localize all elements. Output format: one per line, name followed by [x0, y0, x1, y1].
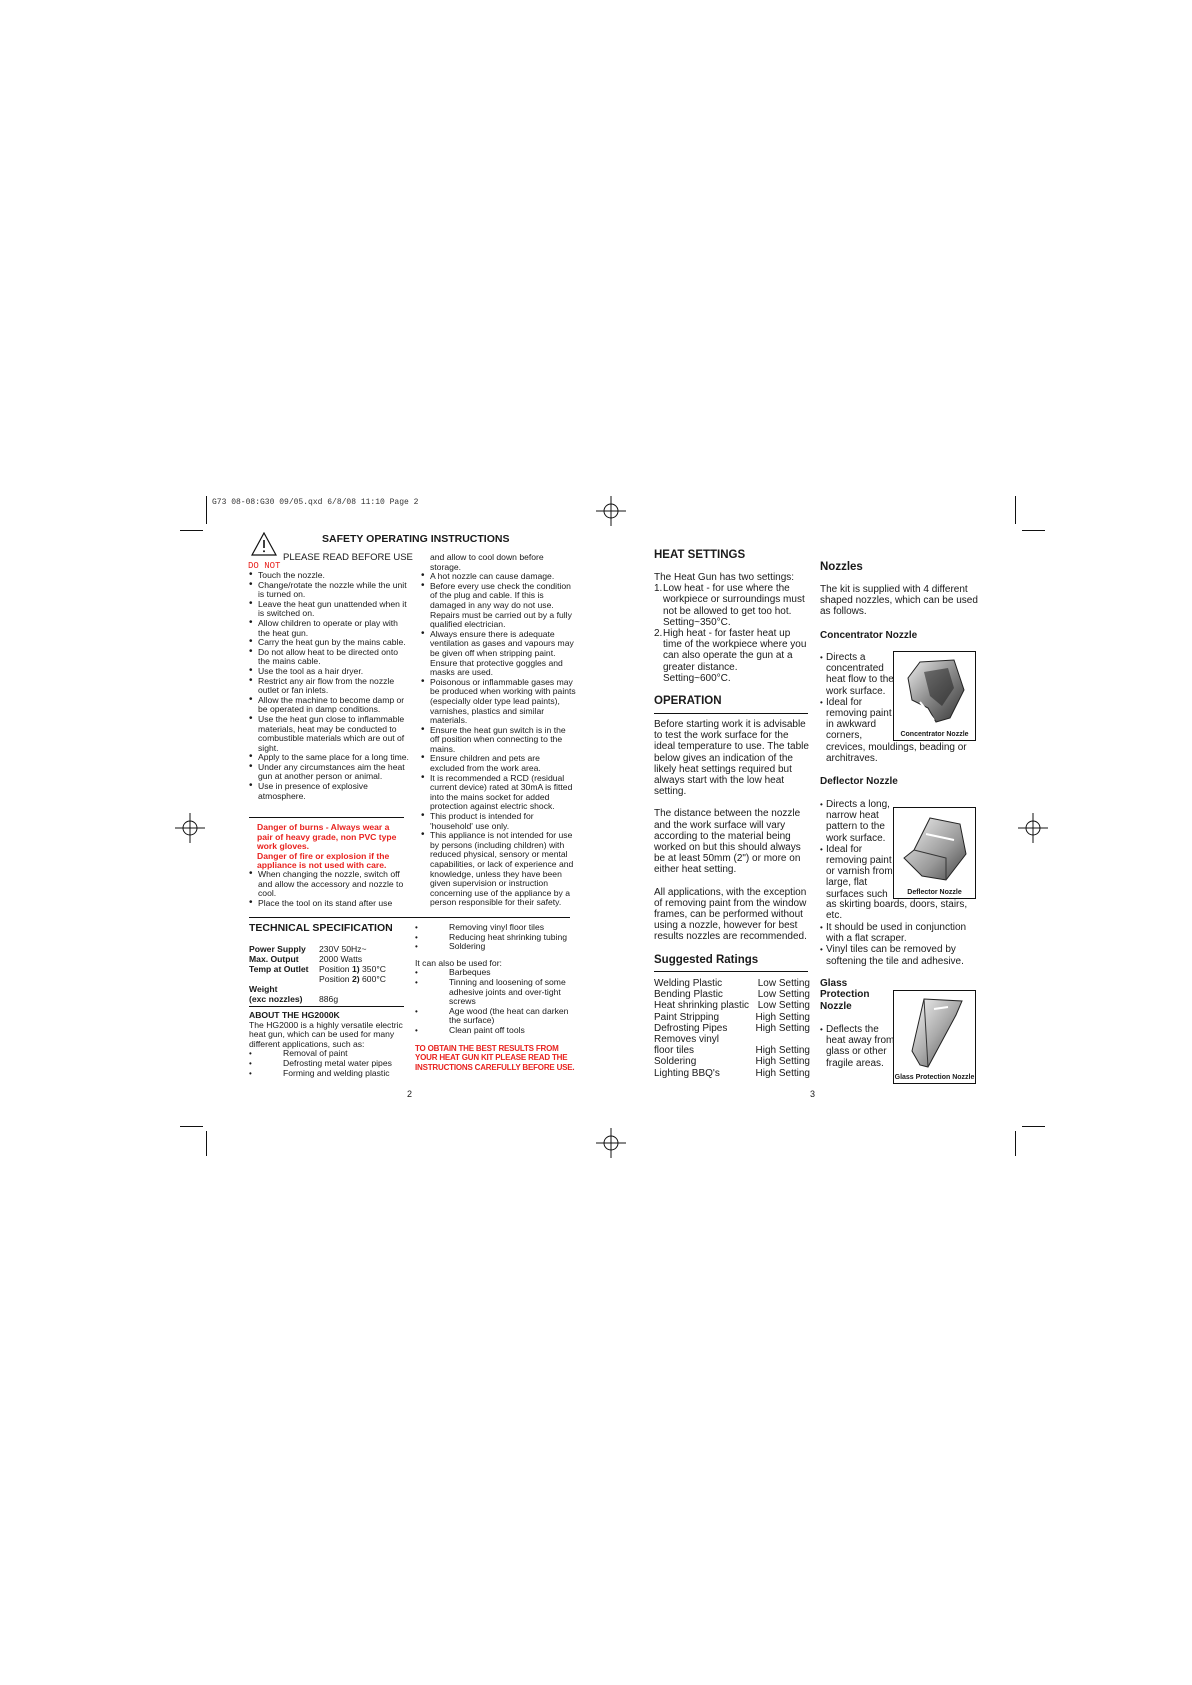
- operation-paragraph: The distance between the nozzle and the work surface will vary according to the material being worked on but this should always be at least 50mm (2") or more on either heat setting.: [654, 808, 801, 876]
- rating-item: Soldering: [654, 1056, 697, 1068]
- crop-mark: [180, 530, 203, 531]
- spec-label: Temp at Outlet: [249, 964, 309, 974]
- list-item: • This product is intended for 'household' use only.: [421, 812, 576, 831]
- list-item: • Forming and welding plastic: [249, 1069, 407, 1079]
- burns-warning: Danger of burns - Always wear a pair of heavy grade, non PVC type work gloves.: [257, 822, 397, 852]
- list-item: • Ensure the heat gun switch is in the off position when connecting to the mains.: [421, 726, 576, 755]
- uses-column-2: [415, 923, 575, 1073]
- rating-setting: Low Setting: [757, 989, 810, 1001]
- uses-list: [249, 1049, 407, 1078]
- table-row: [654, 1012, 810, 1023]
- list-item: • Touch the nozzle.: [249, 571, 409, 581]
- table-row: [654, 1000, 810, 1011]
- operation-title: OPERATION: [654, 695, 722, 707]
- list-item: • Restrict any air flow from the nozzle outlet or fan inlets.: [249, 677, 409, 696]
- continued-text: and allow to cool down before storage.: [430, 552, 544, 572]
- position-number: 1): [351, 964, 360, 974]
- list-item: • Clean paint off tools: [415, 1026, 575, 1036]
- table-row: [654, 1023, 810, 1034]
- list-item: • Tinning and loosening of some adhesive joints and over-tight screws: [415, 978, 575, 1007]
- position-temp: 350°C: [362, 964, 386, 974]
- table-row: [654, 1034, 810, 1045]
- position-number: 2): [351, 974, 360, 984]
- rating-setting: Low Setting: [757, 978, 810, 989]
- heat-intro: The Heat Gun has two settings:: [654, 572, 795, 583]
- nozzles-title: Nozzles: [820, 561, 863, 573]
- list-item: • Deflects the heat away from glass or other fragile areas.: [820, 1024, 895, 1069]
- list-item: • This appliance is not intended for use by persons (including children) with reduced physical, sensory or mental capabilities, or lack of experience and knowledge, unless they have been given supervision or instruction concerning use of the appliance by a person responsible for their safety.: [421, 831, 576, 908]
- deflector-bullets: [820, 799, 895, 900]
- spec-label: Max. Output: [249, 954, 299, 964]
- divider: [654, 713, 808, 714]
- position-label: Position: [319, 964, 350, 974]
- table-row: [249, 964, 386, 974]
- list-item: • Apply to the same place for a long time.: [249, 753, 409, 763]
- spec-value: 2000 Watts: [319, 954, 363, 964]
- spec-table: [249, 944, 386, 1004]
- operation-text: [654, 719, 810, 943]
- operation-paragraph: Before starting work it is advisable to test the work surface for the ideal temperature to use. The table below gives an indication of the likely heat settings required but always start with the low heat setting.: [654, 719, 809, 798]
- tech-spec-title: TECHNICAL SPECIFICATION: [249, 922, 393, 934]
- registration-mark-icon: [596, 1128, 626, 1158]
- rating-item: Lighting BBQ's: [654, 1067, 720, 1079]
- concentrator-nozzle-icon: [902, 656, 968, 726]
- list-item: • Ensure children and pets are excluded from the work area.: [421, 754, 576, 773]
- about-block: [249, 1011, 407, 1078]
- deflector-bullet-continued: as skirting boards, doors, stairs, etc.: [826, 899, 968, 922]
- rating-item: Removes vinyl: [654, 1034, 720, 1046]
- rating-item: floor tiles: [654, 1045, 695, 1057]
- divider: [249, 817, 404, 818]
- spec-label: Weight: [249, 984, 278, 994]
- list-item: • Poisonous or inflammable gases may be produced when working with paints (especially older type lead paints), varnishes, plastics and similar materials.: [421, 678, 576, 726]
- table-row: [654, 989, 810, 1000]
- list-item: • Leave the heat gun unattended when it is switched on.: [249, 600, 409, 619]
- list-item: • Removing vinyl floor tiles: [415, 923, 575, 933]
- also-uses-list: [415, 968, 575, 1035]
- uses-list-continued: [415, 923, 575, 952]
- spec-value: [319, 974, 386, 984]
- concentrator-bullet-continued: crevices, mouldings, beading or architraves.: [826, 742, 967, 765]
- safety-title: SAFETY OPERATING INSTRUCTIONS: [322, 533, 510, 545]
- glass-protection-bullets: [820, 1024, 895, 1069]
- list-item: • Do not allow heat to be directed onto the mains cable.: [249, 648, 409, 667]
- section-divider: [249, 917, 570, 918]
- best-results-note: TO OBTAIN THE BEST RESULTS FROM YOUR HEAT GUN KIT PLEASE READ THE INSTRUCTIONS CAREFULLY BEFORE USE.: [415, 1043, 575, 1073]
- list-item: • Under any circumstances aim the heat gun at another person or animal.: [249, 763, 409, 782]
- heat-setting-high: [654, 628, 810, 684]
- heat-setting-value: Setting~600°C.: [663, 672, 731, 684]
- warning-triangle-icon: [251, 532, 277, 556]
- position-temp: 600°C: [362, 974, 386, 984]
- heat-settings-section: [654, 549, 810, 684]
- list-item: • Allow children to operate or play with the heat gun.: [249, 619, 409, 638]
- safety-list: [421, 572, 576, 908]
- heat-setting-low: [654, 583, 810, 628]
- safety-column-1: [249, 571, 409, 801]
- list-item: • Defrosting metal water pipes: [249, 1059, 407, 1069]
- heat-setting-value: Setting~350°C.: [663, 616, 731, 628]
- do-not-heading: DO NOT: [248, 561, 281, 571]
- figure-caption: Glass Protection Nozzle: [894, 1074, 975, 1081]
- registration-mark-icon: [596, 496, 626, 526]
- rating-setting: High Setting: [755, 1056, 810, 1068]
- ratings-title: Suggested Ratings: [654, 954, 759, 966]
- list-item: • It is recommended a RCD (residual current device) rated at 30mA is fitted into the mains socket for added protection against electric shock.: [421, 774, 576, 812]
- spec-label: Power Supply: [249, 944, 306, 954]
- list-item: • Barbeques: [415, 968, 575, 978]
- divider: [654, 971, 808, 972]
- registration-mark-icon: [1018, 813, 1048, 843]
- rating-item: Bending Plastic: [654, 989, 723, 1001]
- list-item: • Ideal for removing paint or varnish from large, flat surfaces such: [820, 844, 895, 900]
- crop-mark: [1022, 530, 1045, 531]
- please-read-note: PLEASE READ BEFORE USE: [283, 552, 413, 563]
- heat-settings-title: HEAT SETTINGS: [654, 549, 746, 561]
- list-item: • Soldering: [415, 942, 575, 952]
- list-item: • When changing the nozzle, switch off and allow the accessory and nozzle to cool.: [249, 870, 407, 899]
- safety-column-2: [421, 553, 576, 908]
- deflector-title: Deflector Nozzle: [820, 776, 898, 787]
- position-label: Position: [319, 974, 350, 984]
- table-row: [249, 984, 386, 994]
- about-title: ABOUT THE HG2000K: [249, 1010, 340, 1020]
- list-item: • Removal of paint: [249, 1049, 407, 1059]
- ratings-table: [654, 978, 810, 1079]
- file-slug: G73 08-08:G30 09/05.qxd 6/8/08 11:10 Page 2: [212, 498, 419, 507]
- table-row: [249, 974, 386, 984]
- crop-mark: [206, 496, 207, 524]
- table-row: [249, 954, 386, 964]
- list-item: • Always ensure there is adequate ventilation as gases and vapours may be given off when stripping paint. Ensure that protective goggles and masks are used.: [421, 630, 576, 678]
- list-item: • Directs a concentrated heat flow to the work surface.: [820, 652, 895, 697]
- deflector-bullets-more: [820, 922, 978, 967]
- rating-item: Heat shrinking plastic: [654, 1000, 750, 1012]
- divider: [249, 1006, 404, 1007]
- do-not-list: [249, 571, 409, 801]
- list-item: • Vinyl tiles can be removed by softening the tile and adhesive.: [820, 944, 978, 966]
- heat-setting-text: High heat - for faster heat up time of the workpiece where you can also operate the gun at a greater distance.: [663, 628, 807, 673]
- rating-setting: High Setting: [755, 1067, 810, 1079]
- operation-paragraph: All applications, with the exception of removing paint from the window frames, can be performed without using a nozzle, however for best results nozzles are recommended.: [654, 886, 807, 943]
- glass-protection-nozzle-icon: [904, 995, 966, 1071]
- deflector-nozzle-icon: [900, 814, 970, 886]
- figure-caption: Concentrator Nozzle: [900, 731, 969, 738]
- list-item: • Carry the heat gun by the mains cable.: [249, 638, 409, 648]
- nozzles-intro: The kit is supplied with 4 different shaped nozzles, which can be used as follows.: [820, 584, 978, 618]
- spec-label: (exc nozzles): [249, 994, 303, 1004]
- deflector-nozzle-figure: [893, 807, 976, 899]
- rating-setting: High Setting: [755, 1045, 810, 1057]
- fire-warning: Danger of fire or explosion if the appliance is not used with care.: [257, 850, 390, 871]
- list-item: • Ideal for removing paint in awkward corners,: [820, 697, 895, 742]
- list-item: • Allow the machine to become damp or be operated in damp conditions.: [249, 696, 409, 715]
- list-item: • Reducing heat shrinking tubing: [415, 933, 575, 943]
- rating-setting: High Setting: [755, 1011, 810, 1023]
- crop-mark: [206, 1131, 207, 1156]
- concentrator-title: Concentrator Nozzle: [820, 630, 918, 641]
- table-row: [654, 1045, 810, 1056]
- rating-item: Paint Stripping: [654, 1011, 720, 1023]
- list-item: • Place the tool on its stand after use: [249, 899, 407, 909]
- rating-setting: High Setting: [755, 1022, 810, 1034]
- list-item: • A hot nozzle can cause damage.: [421, 572, 576, 582]
- table-row: [654, 1068, 810, 1079]
- list-item: • Change/rotate the nozzle while the unit is turned on.: [249, 581, 409, 600]
- about-text: The HG2000 is a highly versatile electric heat gun, which can be used for many different applications, such as:: [249, 1019, 403, 1049]
- list-item: • Directs a long, narrow heat pattern to the work surface.: [820, 799, 895, 844]
- list-number: 1.: [654, 583, 663, 595]
- list-item: • Age wood (the heat can darken the surface): [415, 1007, 575, 1026]
- spec-value: 886g: [319, 994, 339, 1004]
- figure-caption: Deflector Nozzle: [907, 889, 962, 896]
- glass-protection-title: Glass Protection Nozzle: [820, 978, 870, 1012]
- page-number: 3: [810, 1089, 816, 1099]
- crop-mark: [180, 1126, 203, 1127]
- glass-protection-nozzle-figure: [893, 990, 976, 1084]
- also-used-text: It can also be used for:: [415, 957, 502, 968]
- nozzles-intro-block: [820, 561, 978, 618]
- list-item: • Use the heat gun close to inflammable materials, heat may be conducted to combustible materials which are out of sight.: [249, 715, 409, 753]
- table-row: [654, 1056, 810, 1067]
- crop-mark: [1022, 1126, 1045, 1127]
- list-item: • It should be used in conjunction with a flat scraper.: [820, 922, 978, 944]
- list-item: • Before every use check the condition of the plug and cable. If this is damaged in any way do not use. Repairs must be carried out by a fully qualified electrician.: [421, 582, 576, 630]
- concentrator-nozzle-figure: [893, 651, 976, 741]
- rating-setting: [753, 1034, 810, 1045]
- safety-column-1-end: [249, 870, 407, 908]
- table-row: [249, 944, 386, 954]
- registration-mark-icon: [175, 813, 205, 843]
- rating-item: Welding Plastic: [654, 978, 723, 989]
- concentrator-bullets: [820, 652, 895, 742]
- crop-mark: [1015, 1131, 1016, 1156]
- rating-item: Defrosting Pipes: [654, 1022, 728, 1034]
- warning-block: [257, 823, 397, 871]
- list-item: • Use the tool as a hair dryer.: [249, 667, 409, 677]
- rating-setting: Low Setting: [757, 1000, 810, 1012]
- page-number: 2: [407, 1089, 413, 1099]
- list-number: 2.: [654, 628, 663, 640]
- spec-value: [319, 964, 386, 974]
- spec-value: 230V 50Hz~: [319, 944, 367, 954]
- table-row: [654, 978, 810, 989]
- table-row: [249, 994, 386, 1004]
- crop-mark: [1015, 496, 1016, 524]
- heat-setting-text: Low heat - for use where the workpiece or surroundings must not be allowed to get too hot.: [663, 583, 805, 617]
- list-item: • Use in presence of explosive atmosphere.: [249, 782, 409, 801]
